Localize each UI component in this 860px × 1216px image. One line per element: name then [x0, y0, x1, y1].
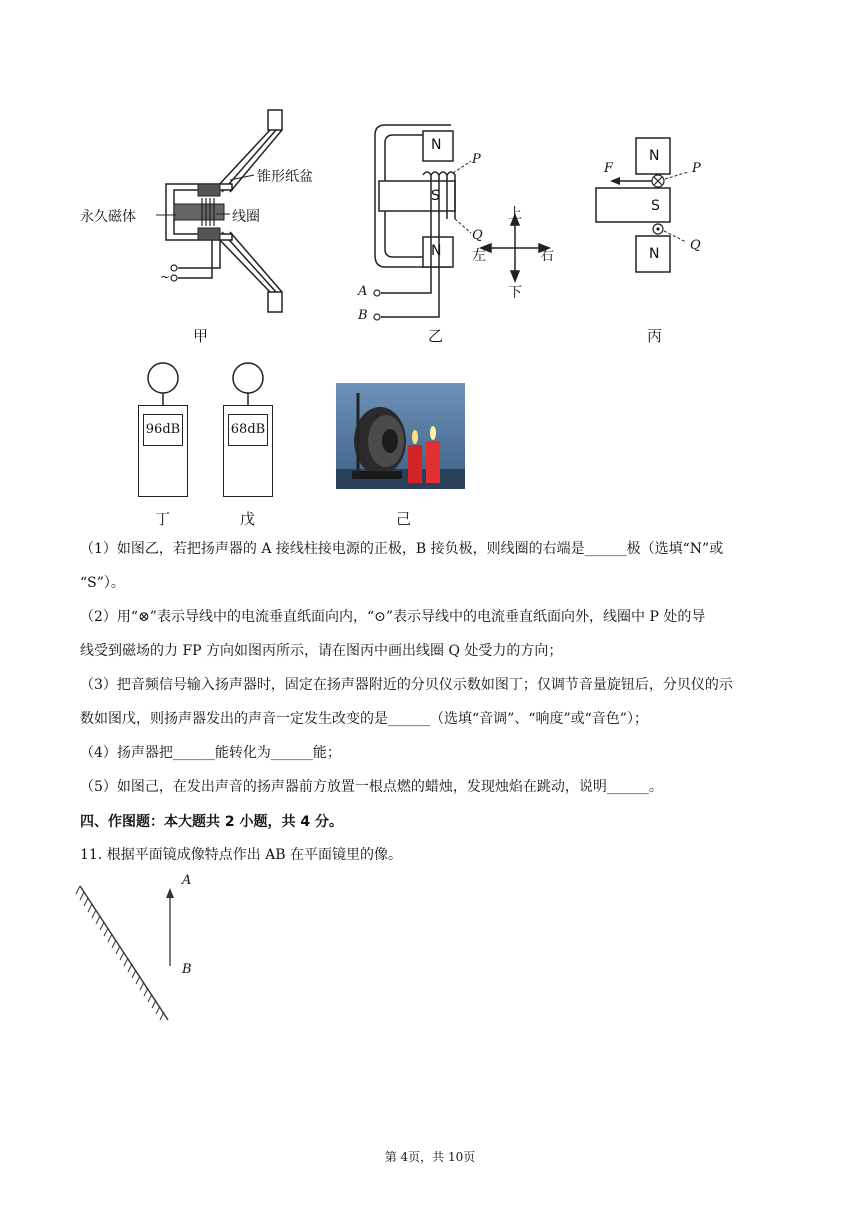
- caption-ji: 己: [396, 510, 412, 528]
- figure-yi-coil-diagram: [355, 115, 570, 335]
- caption-wu: 戊: [240, 510, 256, 528]
- yi-magnet-s: S: [431, 188, 440, 204]
- label-coil: 线圈: [232, 209, 260, 225]
- caption-jia: 甲: [193, 327, 209, 345]
- question-2-line-2: 线受到磁场的力 FP 方向如图丙所示，请在图丙中画出线圈 Q 处受力的方向；: [80, 643, 563, 659]
- caption-yi: 乙: [428, 327, 444, 345]
- yi-terminal-a: A: [358, 284, 368, 299]
- bing-point-p: P: [692, 161, 701, 176]
- mirror-label-a: A: [182, 873, 192, 888]
- figure-ji-speaker-candle-photo: [336, 383, 465, 489]
- figure-wu-meter-top: [223, 362, 273, 408]
- ding-meter-screen: 96dB: [143, 414, 183, 446]
- yi-magnet-top-n: N: [431, 137, 442, 153]
- mirror-diagram: [70, 872, 210, 1032]
- question-3-line-1: （3）把音频信号输入扬声器时，固定在扬声器附近的分贝仪示数如图丁；仅调节音量旋钮后，分贝仪的示: [80, 677, 733, 693]
- yi-dir-left: 左: [472, 248, 486, 264]
- question-1-line-2: “S”）。: [80, 575, 125, 591]
- question-11: 11. 根据平面镜成像特点作出 AB 在平面镜里的像。: [80, 847, 403, 863]
- bing-point-q: Q: [690, 238, 701, 253]
- mirror-label-b: B: [182, 962, 192, 977]
- yi-dir-up: 上: [508, 206, 522, 222]
- label-cone: 锥形纸盆: [257, 169, 313, 185]
- question-3-line-2: 数如图戊，则扬声器发出的声音一定发生改变的是______（选填“音调”、“响度”或“音色”）；: [80, 711, 648, 727]
- bing-force-f: F: [604, 161, 614, 176]
- bing-magnet-top-n: N: [649, 148, 660, 164]
- yi-dir-down: 下: [508, 285, 522, 301]
- wu-meter-screen: 68dB: [228, 414, 268, 446]
- figure-ding-meter-top: [138, 362, 188, 408]
- yi-point-p: P: [472, 152, 481, 167]
- question-5: （5）如图己，在发出声音的扬声器前方放置一根点燃的蜡烛，发现烛焰在跳动，说明______。: [80, 779, 663, 795]
- caption-ding: 丁: [155, 510, 171, 528]
- question-4: （4）扬声器把______能转化为______能；: [80, 745, 341, 761]
- yi-dir-right: 右: [540, 248, 554, 264]
- section-4-heading: 四、作图题：本大题共 2 小题，共 4 分。: [80, 814, 343, 830]
- yi-point-q: Q: [472, 228, 483, 243]
- label-magnet: 永久磁体: [80, 209, 136, 225]
- bing-magnet-s: S: [651, 198, 660, 214]
- yi-terminal-b: B: [358, 308, 368, 323]
- yi-magnet-bottom-n: N: [431, 243, 442, 259]
- bing-magnet-bottom-n: N: [649, 246, 660, 262]
- page-footer: 第 4页，共 10页: [384, 1150, 476, 1164]
- label-ac: ~: [160, 270, 171, 284]
- question-1-line-1: （1）如图乙，若把扬声器的 A 接线柱接电源的正极，B 接负极，则线圈的右端是______极（选填“N”或: [80, 541, 724, 557]
- caption-bing: 丙: [647, 327, 663, 345]
- question-2-line-1: （2）用“⊗”表示导线中的电流垂直纸面向内，“⊙”表示导线中的电流垂直纸面向外，线圈中 P 处的导: [80, 609, 706, 625]
